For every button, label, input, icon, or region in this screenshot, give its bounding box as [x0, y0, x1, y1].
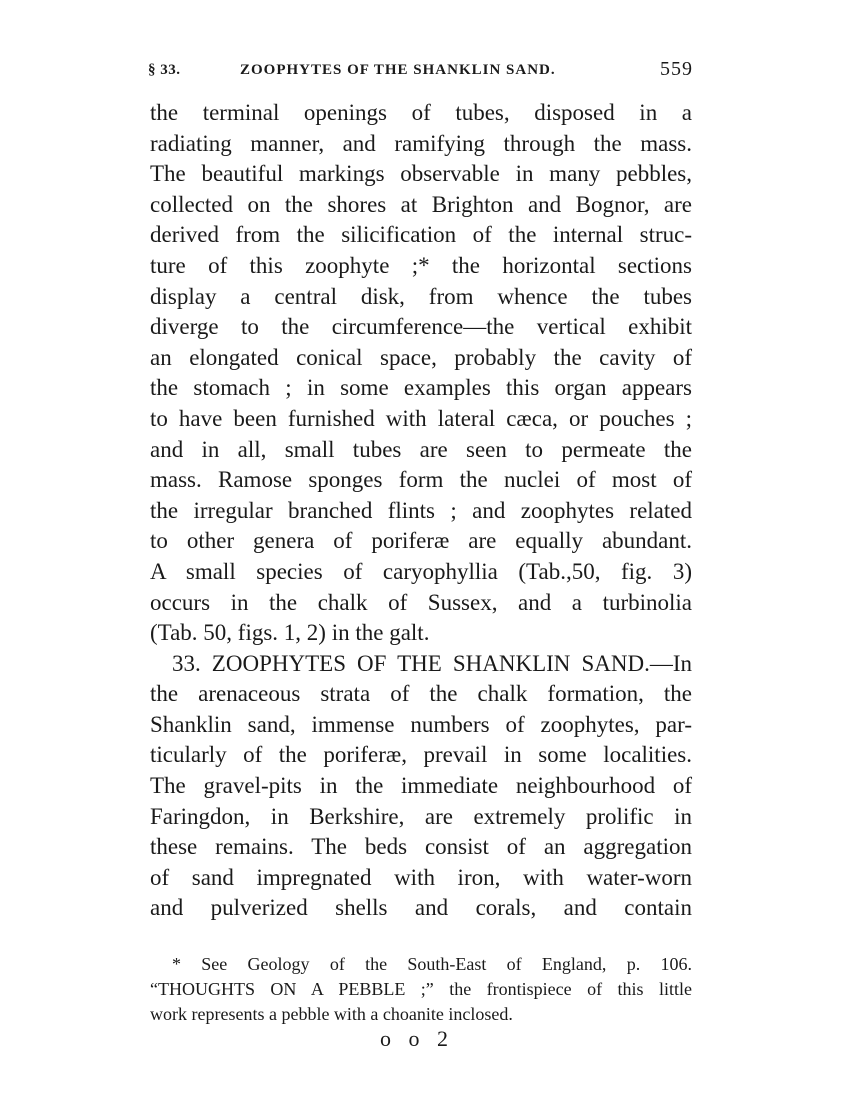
footnote-line: * See Geology of the South-East of England, p. 106. [172, 954, 692, 974]
body-text [150, 98, 692, 924]
text-line: (Tab. 50, figs. 1, 2) in the galt. [150, 620, 430, 646]
running-head [148, 58, 693, 88]
text-line: collected on the shores at Brighton and Bognor, are [150, 191, 692, 217]
text-line: ture of this zoophyte ;* the horizontal sections [150, 252, 692, 278]
text-line: radiating manner, and ramifying through the mass. [150, 130, 692, 156]
footnote-line: “THOUGHTS ON A PEBBLE ;” the frontispiece of this little [150, 979, 692, 999]
text-line: the terminal openings of tubes, disposed in a [150, 100, 692, 125]
text-line: occurs in the chalk of Sussex, and a turbinolia [150, 589, 692, 615]
text-line: the arenaceous strata of the chalk formation, the [150, 681, 692, 707]
text-line: Shanklin sand, immense numbers of zoophytes, par- [150, 711, 692, 737]
text-line: Faringdon, in Berkshire, are extremely prolific in [150, 803, 692, 829]
text-line: these remains. The beds consist of an aggregation [150, 834, 692, 860]
text-line: to other genera of poriferæ are equally abundant. [150, 528, 692, 554]
text-line: of sand impregnated with iron, with water-worn [150, 864, 692, 890]
text-line: the stomach ; in some examples this organ appears [150, 375, 692, 401]
text-line: The gravel-pits in the immediate neighbourhood of [150, 773, 692, 799]
text-line: derived from the silicification of the internal struc- [150, 222, 692, 248]
text-line: ticularly of the poriferæ, prevail in some localities. [150, 742, 692, 768]
text-line: an elongated conical space, probably the cavity of [150, 344, 692, 370]
text-line: display a central disk, from whence the tubes [150, 283, 692, 309]
text-line: and pulverized shells and corals, and contain [150, 895, 692, 921]
text-line: and in all, small tubes are seen to permeate the [150, 436, 692, 462]
text-line: The beautiful markings observable in many pebbles, [150, 161, 692, 187]
text-line: diverge to the circumference—the vertical exhibit [150, 314, 692, 340]
text-line: the irregular branched flints ; and zoophytes related [150, 497, 692, 523]
text-line: A small species of caryophyllia (Tab.,50, fig. 3) [150, 558, 692, 584]
text-line: mass. Ramose sponges form the nuclei of most of [150, 467, 692, 493]
running-title: ZOOPHYTES OF THE SHANKLIN SAND. [240, 62, 556, 78]
footnote [150, 952, 692, 1027]
section-heading-line: 33. ZOOPHYTES OF THE SHANKLIN SAND.—In [172, 650, 692, 676]
section-mark: § 33. [148, 62, 181, 78]
signature-mark: o o 2 [380, 1026, 454, 1051]
footnote-line: work represents a pebble with a choanite inclosed. [150, 1004, 513, 1024]
text-line: to have been furnished with lateral cæca, or pouches ; [150, 405, 692, 431]
page-number: 559 [660, 58, 693, 80]
